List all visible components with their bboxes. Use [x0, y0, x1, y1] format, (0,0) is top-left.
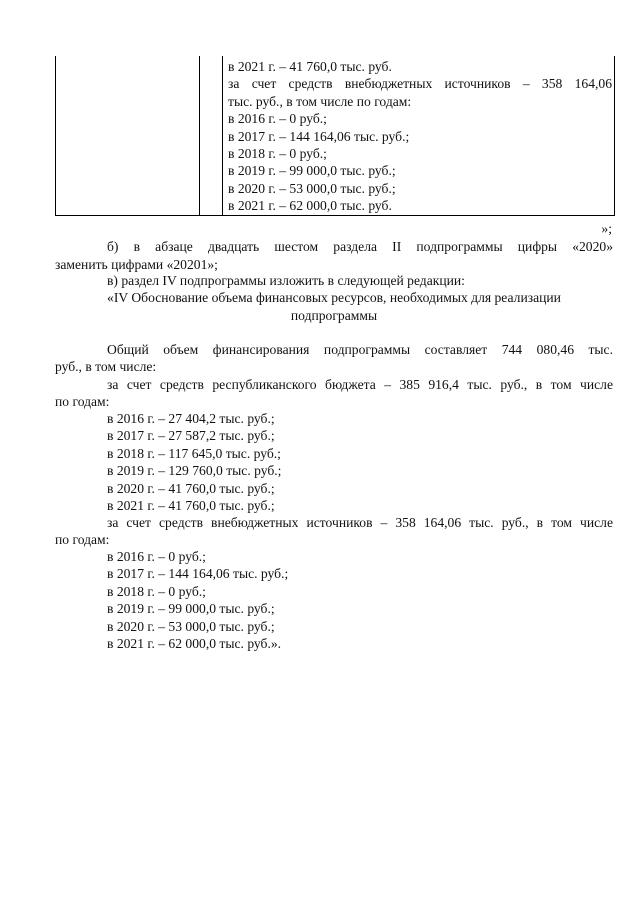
table-line: в 2017 г. – 144 164,06 тыс. руб.;	[228, 128, 410, 144]
table-line: в 2021 г. – 62 000,0 тыс. руб.	[228, 198, 392, 214]
funding-table-fragment	[55, 56, 615, 216]
list-item: в 2021 г. – 41 760,0 тыс. руб.;	[107, 498, 275, 514]
table-line: в 2021 г. – 41 760,0 тыс. руб.	[228, 59, 392, 74]
section-heading-line2: подпрограммы	[290, 308, 378, 323]
table-cell-name	[55, 56, 200, 216]
table-line: в 2016 г. – 0 руб.;	[228, 111, 327, 127]
list-item: в 2019 г. – 129 760,0 тыс. руб.;	[107, 463, 282, 479]
table-cell-content	[223, 56, 615, 216]
republic-budget-line1: за счет средств республиканского бюджета – 385 916,4 тыс. руб., в том числе	[107, 377, 613, 392]
republic-budget-line2: по годам:	[55, 394, 110, 409]
paragraph-b-line2: заменить цифрами «20201»;	[55, 257, 218, 272]
list-item: в 2021 г. – 62 000,0 тыс. руб.».	[107, 636, 282, 652]
paragraph-v: в) раздел IV подпрограммы изложить в следующей редакции:	[107, 273, 465, 288]
section-heading-line1: «IV Обоснование объема финансовых ресурсов, необходимых для реализации	[107, 290, 561, 305]
extra-budget-line1: за счет средств внебюджетных источников – 358 164,06 тыс. руб., в том числе	[107, 515, 613, 530]
list-item: в 2016 г. – 0 руб.;	[107, 549, 206, 564]
table-line: в 2019 г. – 99 000,0 тыс. руб.;	[228, 163, 396, 179]
table-line: в 2020 г. – 53 000,0 тыс. руб.;	[228, 180, 396, 196]
total-funding-line1: Общий объем финансирования подпрограммы составляет 744 080,46 тыс.	[107, 342, 613, 357]
total-funding-line2: руб., в том числе:	[55, 359, 157, 374]
list-item: в 2020 г. – 41 760,0 тыс. руб.;	[107, 480, 275, 496]
paragraph-b-line1: б) в абзаце двадцать шестом раздела II подпрограммы цифры «2020»	[107, 239, 613, 254]
table-cell-colon	[199, 56, 223, 216]
list-item: в 2019 г. – 99 000,0 тыс. руб.;	[107, 601, 275, 617]
list-item: в 2020 г. – 53 000,0 тыс. руб.;	[107, 618, 275, 634]
table-line: тыс. руб., в том числе по годам:	[228, 93, 412, 109]
republic-years-list	[107, 410, 281, 514]
list-item: в 2018 г. – 117 645,0 тыс. руб.;	[107, 445, 281, 461]
table-close-quote: »;	[601, 221, 612, 236]
table-line: в 2018 г. – 0 руб.;	[228, 146, 327, 162]
list-item: в 2016 г. – 27 404,2 тыс. руб.;	[107, 411, 275, 426]
list-item: в 2018 г. – 0 руб.;	[107, 583, 206, 599]
table-line: за счет средств внебюджетных источников – 358 164,06	[228, 76, 612, 92]
list-item: в 2017 г. – 144 164,06 тыс. руб.;	[107, 566, 289, 582]
extra-budget-line2: по годам:	[55, 532, 110, 547]
list-item: в 2017 г. – 27 587,2 тыс. руб.;	[107, 428, 275, 444]
extra-years-list	[107, 548, 288, 652]
